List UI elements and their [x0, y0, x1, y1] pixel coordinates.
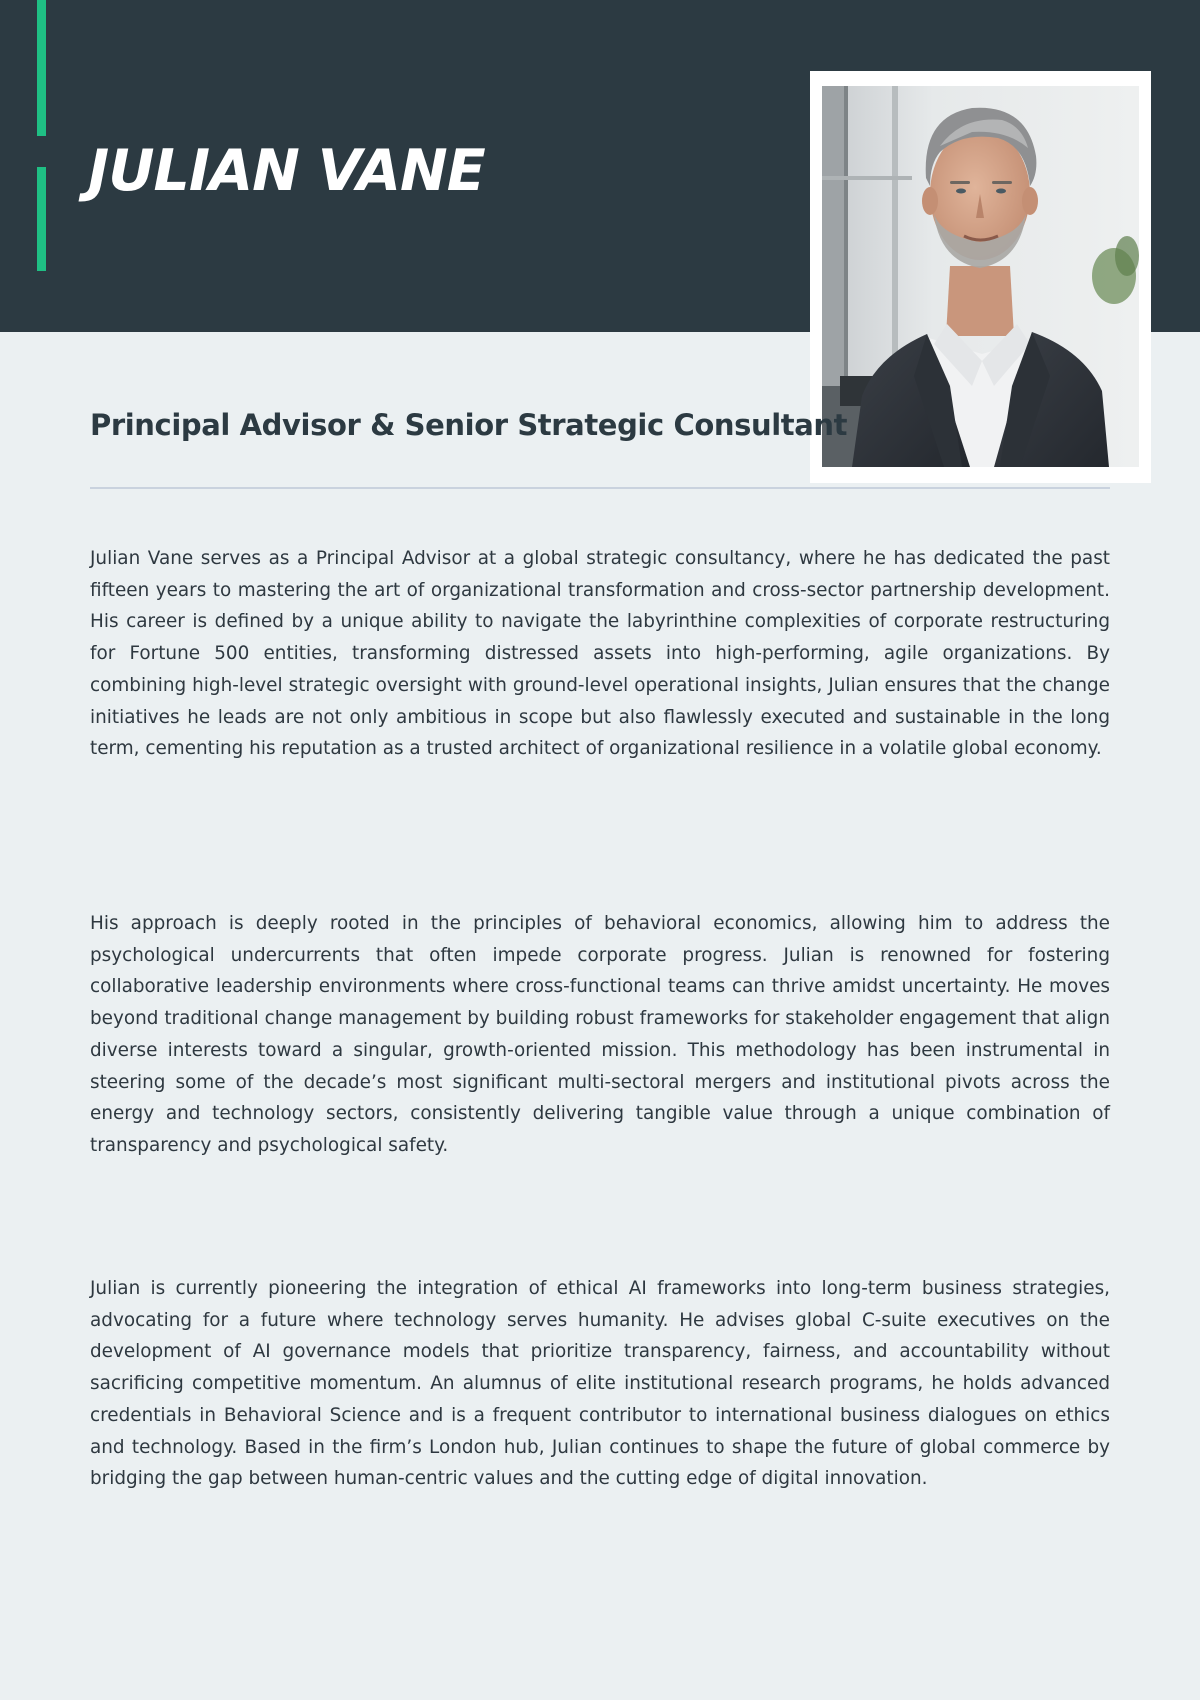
bio-paragraph-1: Julian Vane serves as a Principal Advisor at a global strategic consultancy, where he has dedicated the past fifteen years to mastering the art of organizational transformation and cross-sector partnership development. His career is defined by a unique ability to navigate the labyrinthine complexities of corporate restructuring for Fortune 500 entities, transforming distressed assets into high-performing, agile organizations. By combining high-level strategic oversight with ground-level operational insights, Julian ensures that the change initiatives he leads are not only ambitious in scope but also flawlessly executed and sustainable in the long term, cementing his reputation as a trusted architect of organizational resilience in a volatile global economy.: [90, 548, 1110, 760]
portrait-photo: [822, 86, 1139, 467]
accent-bar-bottom: [37, 167, 46, 271]
accent-bar-top: [37, 0, 46, 136]
portrait-frame: [810, 71, 1151, 483]
bio-paragraph-2: His approach is deeply rooted in the principles of behavioral economics, allowing him to address the psychological undercurrents that often impede corporate progress. Julian is renowned for fostering collaborative leadership environments where cross-functional teams can thrive amidst uncertainty. He moves beyond traditional change management by building robust frameworks for stakeholder engagement that align diverse interests toward a singular, growth-oriented mission. This methodology has been instrumental in steering some of the decade’s most significant multi-sectoral mergers and institutional pivots across the energy and technology sectors, consistently delivering tangible value through a unique combination of transparency and psychological safety.: [90, 913, 1110, 1156]
person-name: JULIAN VANE: [88, 138, 485, 204]
section-divider: [90, 487, 1110, 489]
bio-paragraph-3: Julian is currently pioneering the integration of ethical AI frameworks into long-term business strategies, advocating for a future where technology serves humanity. He advises global C-suite executives on the development of AI governance models that prioritize transparency, fairness, and accountability without sacrificing competitive momentum. An alumnus of elite institutional research programs, he holds advanced credentials in Behavioral Science and is a frequent contributor to international business dialogues on ethics and technology. Based in the firm’s London hub, Julian continues to shape the future of global commerce by bridging the gap between human-centric values and the cutting edge of digital innovation.: [90, 1278, 1110, 1490]
role-title: Principal Advisor & Senior Strategic Consultant: [90, 408, 848, 442]
